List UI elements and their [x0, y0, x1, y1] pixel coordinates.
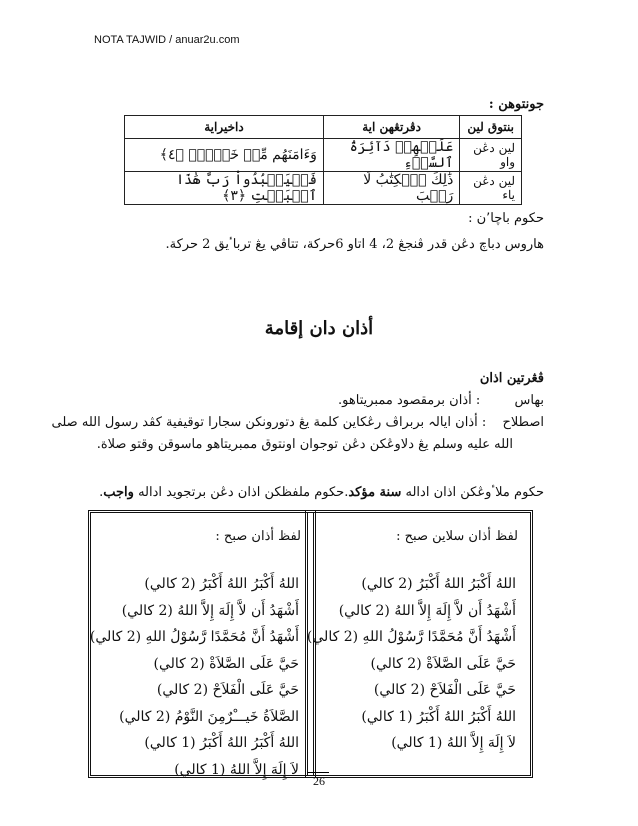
- table-cell: ذَٰلِكَ ٱلۡكِتَٰبُ لَا رَيۡبَ: [323, 172, 459, 205]
- bahasa-label: بهاس: [514, 393, 544, 408]
- section-title: أذان دان إقامة: [264, 318, 374, 339]
- hukum-label: حكوم باچا٬ن :: [468, 211, 544, 226]
- istilah-text-continued: الله عليه وسلم يڠ دلاوڠكن دڠن توجوان اونتوق ممبريتاهو ماسوقن وقتو صلاة.: [96, 437, 513, 452]
- adhan-line: اللهُ أَكْبَرُ اللهُ أَكْبَرُ (2 كالي): [144, 576, 299, 592]
- ruling-paragraph: [99, 484, 544, 502]
- ruling-text: .: [99, 485, 104, 500]
- adhan-line: اللهُ أَكْبَرُ اللهُ أَكْبَرُ (1 كالي): [144, 735, 299, 751]
- table-cell: فَلۡيَعۡبُدُواْ رَبَّ هَٰذَا ٱلۡبَيۡتِ ﴿٣﴾: [125, 172, 324, 205]
- definition-heading: ڤڠرتين اذان: [479, 371, 544, 386]
- ruling-text: حكوم ملاٴوڠكن اذان اداله: [401, 485, 544, 500]
- adhan-line: اللهُ أَكْبَرُ اللهُ أَكْبَرُ (2 كالي): [361, 576, 516, 592]
- box-title: لفظ أذان سلاين صبح :: [396, 529, 518, 544]
- adhan-line: اللهُ أَكْبَرُ اللهُ أَكْبَرُ (1 كالي): [361, 708, 516, 725]
- adhan-line: لاَ إِلَهَ إِلاَّ اللهُ (1 كالي): [174, 761, 299, 778]
- adhan-subuh-box: [88, 510, 316, 778]
- adhan-other-box: [305, 510, 533, 778]
- page-number-rule: [307, 772, 329, 773]
- table-row: [125, 172, 522, 205]
- adhan-line: أَشْهَدُ أَن لاَّ إِلَهَ إِلاَّ اللهُ (2 كالي): [121, 602, 299, 619]
- adhan-line: حَيَّ عَلَى الصَّلاَةْ (2 كالي): [153, 655, 299, 672]
- istilah-text: : أذان ايالہ بربراڤ رڠكاين كلمة يڠ دتورونكن سجارا توقيفية كڤد رسول الله صلى: [51, 415, 487, 430]
- table-cell: لين دڠن واو: [460, 139, 522, 172]
- adhan-line: أَشْهَدُ أَنَّ مُحَمَّدًا رَّسُوْلُ اللهِ (2 كالي): [89, 629, 299, 645]
- table-cell: عَلَيۡهِمۡ دَآئِرَةُ ٱلسَّوۡءِ: [323, 139, 459, 172]
- table-header: بنتوق لين: [460, 116, 522, 139]
- table-cell: وَءَامَنَهُم مِّنۡ خَوۡفِۭ ﴿٤﴾: [125, 139, 324, 172]
- bahasa-text: : أذان برمقصود ممبريتاهو.: [338, 393, 481, 408]
- box-title: لفظ أذان صبح :: [215, 529, 301, 544]
- lin-examples-table: [124, 115, 522, 205]
- table-row: [125, 139, 522, 172]
- page-header: NOTA TAJWID / anuar2u.com: [94, 34, 240, 46]
- table-header-row: [125, 116, 522, 139]
- adhan-line: الصَّلاَةُ خَيـــْرٌمِنَ النَّوْمُ (2 كالي): [119, 708, 299, 725]
- table-header: دڤرتڠهن اية: [323, 116, 459, 139]
- adhan-lines: [306, 571, 516, 757]
- adhan-line: أَشْهَدُ أَن لاَّ إِلَهَ إِلاَّ اللهُ (2 كالي): [338, 602, 516, 619]
- istilah-row: [52, 414, 544, 432]
- adhan-lines: [89, 571, 299, 783]
- adhan-line: لاَ إِلَهَ إِلاَّ اللهُ (1 كالي): [391, 735, 516, 751]
- istilah-label: اصطلاح: [502, 415, 544, 430]
- adhan-line: حَيَّ عَلَى الْفَلاَحْ (2 كالي): [156, 682, 299, 698]
- hukum-text: هاروس دباچ دڠن قدر ڤنجڠ 2، 4 اتاو 6حركة، تتاڤي يڠ ترباٴيق 2 حركة.: [165, 237, 544, 252]
- adhan-line: أَشْهَدُ أَنَّ مُحَمَّدًا رَّسُوْلُ اللهِ (2 كالي): [306, 629, 516, 645]
- table-header: داخيراية: [125, 116, 324, 139]
- examples-label: جونتوهن :: [488, 97, 544, 112]
- bahasa-row: [338, 392, 544, 410]
- adhan-line: حَيَّ عَلَى الْفَلاَحْ (2 كالي): [373, 682, 516, 698]
- ruling-wajib: واجب: [103, 485, 134, 500]
- table-cell: لين دڠن ياء: [460, 172, 522, 205]
- page-number: 26: [313, 774, 325, 788]
- adhan-line: حَيَّ عَلَى الصَّلاَةْ (2 كالي): [370, 655, 516, 672]
- ruling-text: .حكوم ملفظكن اذان دڠن برتجويد اداله: [133, 485, 349, 500]
- ruling-sunnah: سنة مؤكد: [348, 485, 402, 500]
